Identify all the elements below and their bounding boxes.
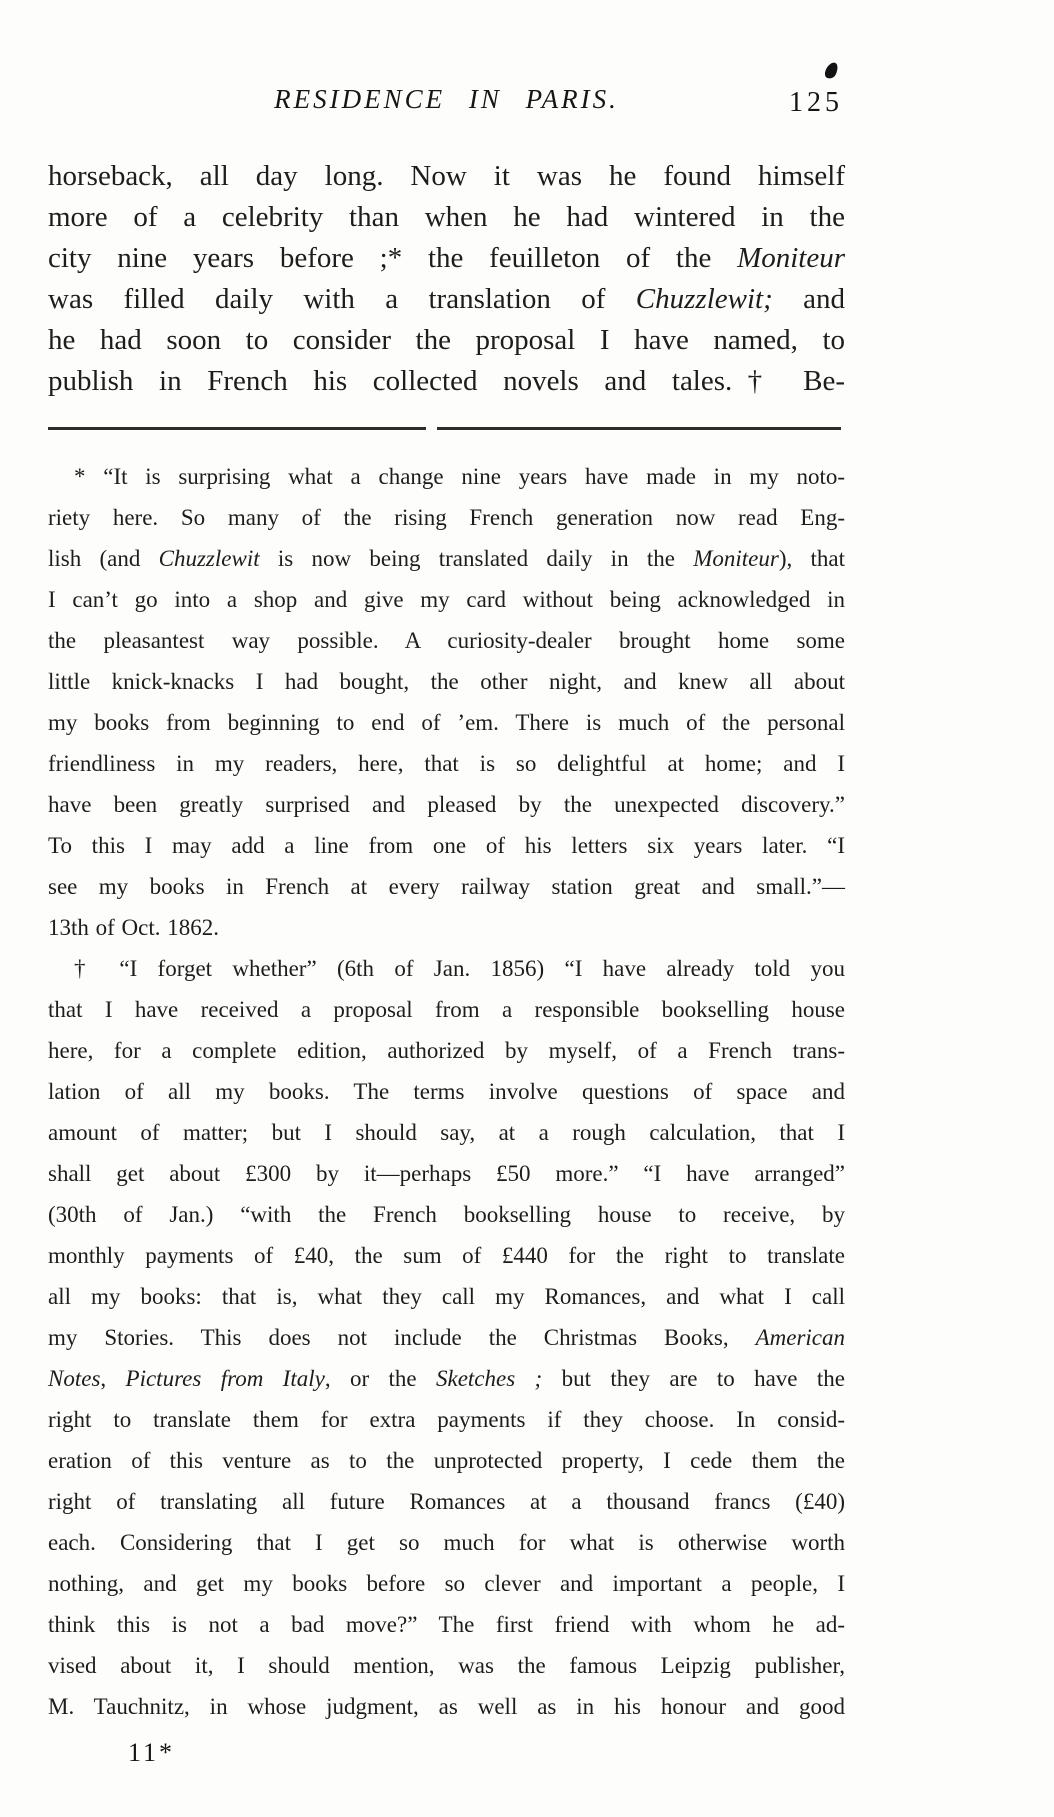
- text-line: [48, 784, 845, 825]
- text-line: [48, 1194, 845, 1235]
- text-run: † “I forget whether” (6th of Jan. 1856) “I have already told you: [74, 956, 845, 981]
- italic-text-run: American: [755, 1325, 845, 1350]
- text-line: [48, 1071, 845, 1112]
- text-run: but they are to have the: [542, 1366, 845, 1391]
- text-run: nothing, and get my books before so clever and important a people, I: [48, 1571, 845, 1596]
- text-run: was filled daily with a translation of: [48, 283, 636, 315]
- text-run: monthly payments of £40, the sum of £440 for the right to translate: [48, 1243, 845, 1268]
- text-line: [48, 989, 845, 1030]
- text-run: little knick-knacks I had bought, the other night, and knew all about: [48, 669, 845, 694]
- text-run: publish in French his collected novels and tales.† Be-: [48, 365, 845, 397]
- text-line: [48, 1276, 845, 1317]
- text-line: [48, 579, 845, 620]
- text-line: [48, 620, 845, 661]
- italic-text-run: Moniteur: [693, 546, 779, 571]
- text-line: [48, 948, 845, 989]
- text-run: and: [772, 283, 845, 315]
- text-run: each. Considering that I get so much for what is otherwise worth: [48, 1530, 845, 1555]
- text-run: horseback, all day long. Now it was he found himself: [48, 160, 845, 192]
- signature-mark: 11*: [128, 1738, 176, 1767]
- text-run: vised about it, I should mention, was the famous Leipzig publisher,: [48, 1653, 845, 1678]
- text-run: see my books in French at every railway station great and small.”—: [48, 874, 845, 899]
- text-run: riety here. So many of the rising French generation now read Eng-: [48, 505, 845, 530]
- text-run: my Stories. This does not include the Christmas Books,: [48, 1325, 756, 1350]
- text-run: is now being translated daily in the: [259, 546, 694, 571]
- text-line: [48, 661, 845, 702]
- text-line: [48, 320, 845, 361]
- rule-segment-right: [437, 427, 841, 430]
- text-run: more of a celebrity than when he had wintered in the: [48, 201, 845, 233]
- text-line: [48, 1317, 845, 1358]
- footnote-star: [48, 456, 845, 948]
- text-line: [48, 1112, 845, 1153]
- text-run: friendliness in my readers, here, that is so delightful at home; and I: [48, 751, 845, 776]
- text-line: [48, 1235, 845, 1276]
- footnote-rule: [48, 427, 845, 430]
- text-run: , or the: [324, 1366, 436, 1391]
- text-run: 13th of Oct. 1862.: [48, 915, 220, 940]
- text-line: [48, 538, 845, 579]
- text-run: shall get about £300 by it—perhaps £50 more.” “I have arranged”: [48, 1161, 845, 1186]
- footnote-dagger: [48, 948, 845, 1727]
- running-title: RESIDENCE IN PARIS.: [274, 84, 619, 114]
- text-run: I can’t go into a shop and give my card without being acknowledged in: [48, 587, 845, 612]
- text-line: [48, 456, 845, 497]
- text-run: right to translate them for extra payments if they choose. In consid-: [48, 1407, 845, 1432]
- text-run: have been greatly surprised and pleased by the unexpected discovery.”: [48, 792, 845, 817]
- text-line: [48, 361, 845, 402]
- text-line: [48, 1604, 845, 1645]
- text-line: [48, 156, 845, 197]
- main-text-block: [48, 156, 845, 402]
- text-run: ,: [100, 1366, 126, 1391]
- footnotes-block: [48, 456, 845, 1727]
- ink-mark-icon: [823, 60, 840, 80]
- text-run: think this is not a bad move?” The first friend with whom he ad-: [48, 1612, 845, 1637]
- text-line: [48, 197, 845, 238]
- text-run: eration of this venture as to the unprotected property, I cede them the: [48, 1448, 845, 1473]
- text-line: [48, 497, 845, 538]
- text-line: [48, 1481, 845, 1522]
- text-line: [48, 907, 845, 948]
- text-run: lish (and: [48, 546, 159, 571]
- text-run: my books from beginning to end of ’em. There is much of the personal: [48, 710, 845, 735]
- italic-text-run: Chuzzlewit;: [635, 283, 773, 315]
- italic-text-run: Moniteur: [737, 242, 845, 274]
- italic-text-run: Sketches ;: [436, 1366, 543, 1391]
- text-run: he had soon to consider the proposal I have named, to: [48, 324, 845, 356]
- text-run: ), that: [778, 546, 845, 571]
- rule-segment-left: [48, 427, 426, 430]
- text-line: [48, 1645, 845, 1686]
- text-line: [48, 1440, 845, 1481]
- text-run: amount of matter; but I should say, at a rough calculation, that I: [48, 1120, 845, 1145]
- text-line: [48, 1153, 845, 1194]
- text-line: [48, 1399, 845, 1440]
- text-run: all my books: that is, what they call my Romances, and what I call: [48, 1284, 845, 1309]
- page-header: [48, 84, 845, 132]
- text-run: M. Tauchnitz, in whose judgment, as well as in his honour and good: [48, 1694, 845, 1719]
- text-line: [48, 743, 845, 784]
- text-run: here, for a complete edition, authorized by myself, of a French trans-: [48, 1038, 845, 1063]
- text-run: the pleasantest way possible. A curiosity-dealer brought home some: [48, 628, 845, 653]
- text-run: city nine years before ;* the feuilleton of the: [48, 242, 738, 274]
- italic-text-run: Pictures from Italy: [125, 1366, 325, 1391]
- text-run: * “It is surprising what a change nine years have made in my noto-: [74, 464, 845, 489]
- text-line: [48, 1563, 845, 1604]
- page-number: 125: [789, 87, 843, 118]
- text-line: [48, 238, 845, 279]
- text-line: [48, 1030, 845, 1071]
- text-line: [48, 702, 845, 743]
- text-line: [48, 279, 845, 320]
- text-line: [48, 825, 845, 866]
- text-line: [48, 1686, 845, 1727]
- text-run: that I have received a proposal from a responsible bookselling house: [48, 997, 845, 1022]
- text-run: (30th of Jan.) “with the French bookselling house to receive, by: [48, 1202, 845, 1227]
- italic-text-run: Chuzzlewit: [158, 546, 260, 571]
- text-line: [48, 1358, 845, 1399]
- text-run: To this I may add a line from one of his letters six years later. “I: [48, 833, 845, 858]
- text-run: right of translating all future Romances at a thousand francs (£40): [48, 1489, 845, 1514]
- text-line: [48, 1522, 845, 1563]
- text-line: [48, 866, 845, 907]
- italic-text-run: Notes: [48, 1366, 101, 1391]
- text-run: lation of all my books. The terms involve questions of space and: [48, 1079, 845, 1104]
